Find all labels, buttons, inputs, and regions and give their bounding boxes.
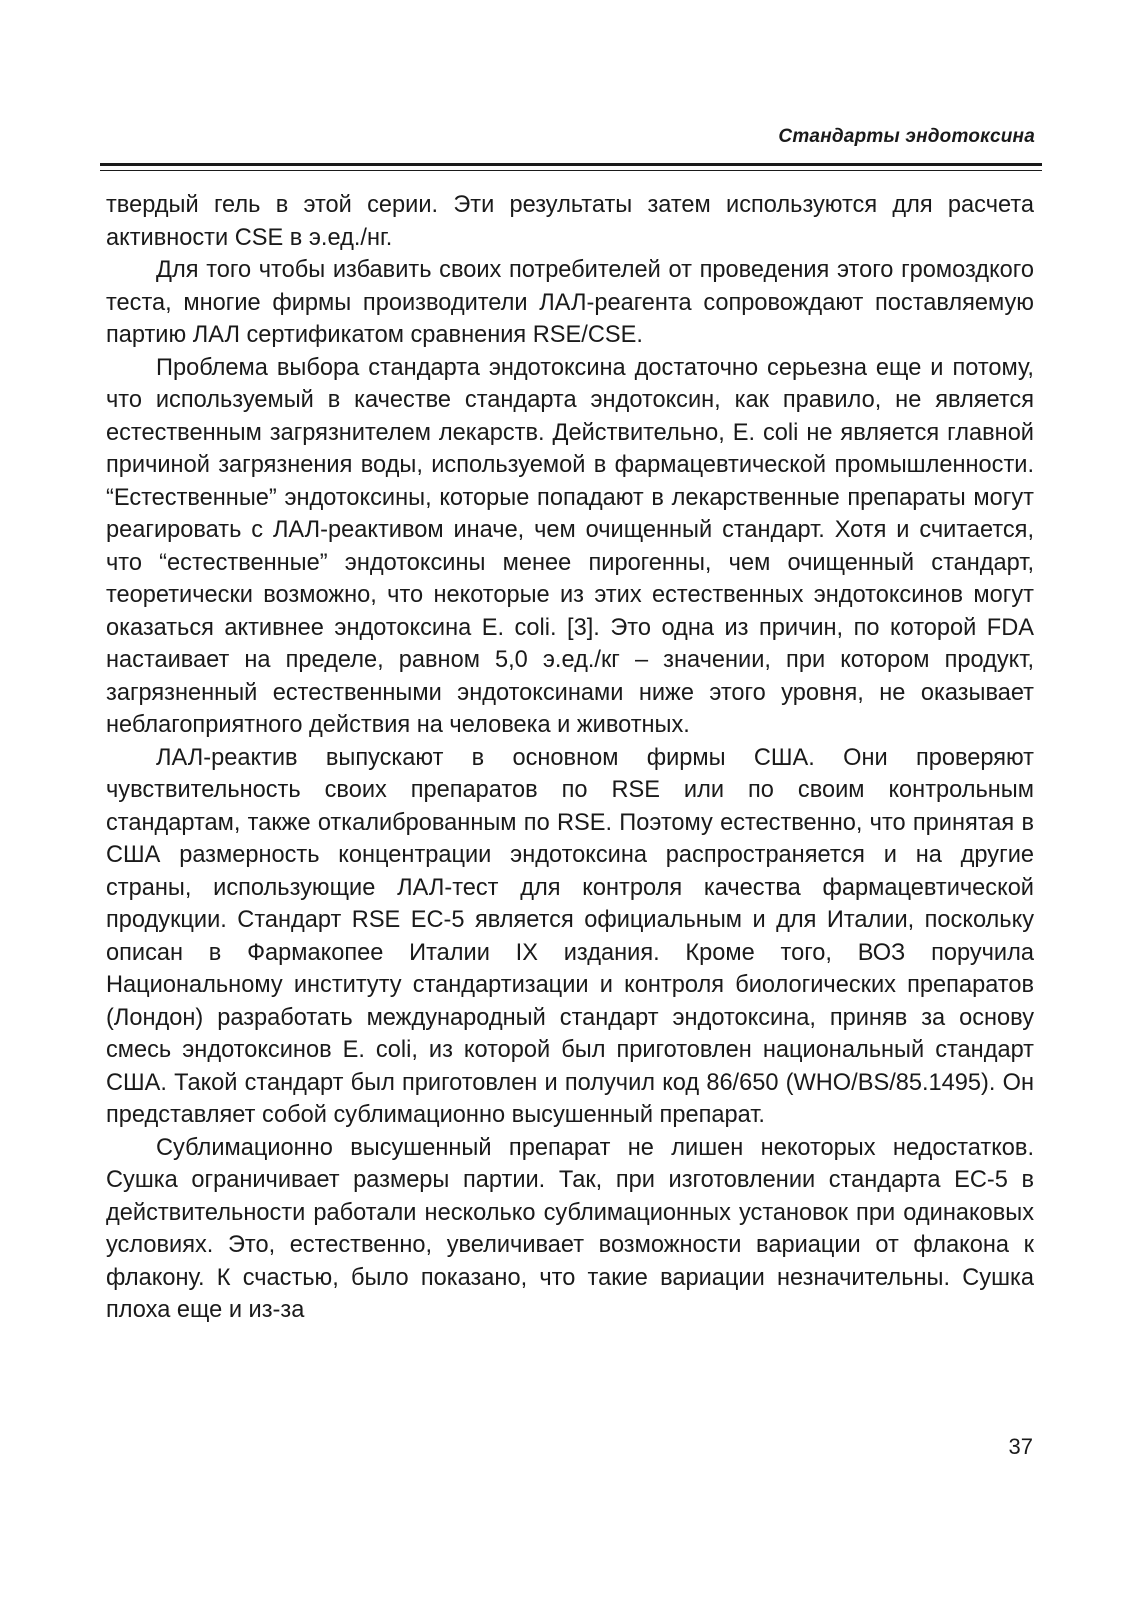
header-rule-thick [100, 163, 1042, 166]
paragraph: Сублимационно высушенный препарат не лишен некоторых недостатков. Сушка ограничивает размеры партии. Так, при изготовлении стандарта EC-5 в действительности работали несколько сублимационных установок при одинаковых условиях. Это, естественно, увеличивает возможности вариации от флакона к флакону. К счастью, было показано, что такие вариации незначительны. Сушка плоха еще и из-за [106, 1134, 1034, 1323]
paragraph: Проблема выбора стандарта эндотоксина достаточно серьезна еще и потому, что используемый в качестве стандарта эндотоксин, как правило, не является естественным загрязнителем лекарств. Действительно, E. coli не является главной причиной загрязнения воды, используемой в фармацевтической промышленности. “Естественные” эндотоксины, которые попадают в лекарственные препараты могут реагировать с ЛАЛ-реактивом иначе, чем очищенный стандарт. Хотя и считается, что “естественные” эндотоксины менее пирогенны, чем очищенный стандарт, теоретически возможно, что некоторые из этих естественных эндотоксинов могут оказаться активнее эндотоксина E. coli. [3]. Это одна из причин, по которой FDA настаивает на пределе, равном 5,0 э.ед./кг – значении, при котором продукт, загрязненный естественными эндотоксинами ниже этого уровня, не оказывает неблагоприятного действия на человека и животных. [106, 354, 1034, 738]
body-text [106, 189, 1034, 1327]
paragraph-continuation: твердый гель в этой серии. Эти результаты затем используются для расчета активности CSE в э.ед./нг. [106, 192, 1034, 251]
header-rule-thin [100, 170, 1042, 171]
paragraph: Для того чтобы избавить своих потребителей от проведения этого громоздкого теста, многие фирмы производители ЛАЛ-реагента сопровождают поставляемую партию ЛАЛ сертификатом сравнения RSE/CSE. [106, 257, 1034, 348]
running-head-title: Стандарты эндотоксина [778, 126, 1035, 147]
paragraph: ЛАЛ-реактив выпускают в основном фирмы США. Они проверяют чувствительность своих препаратов по RSE или по своим контрольным стандартам, также откалиброванным по RSE. Поэтому естественно, что принятая в США размерность концентрации эндотоксина распространяется и на другие страны, использующие ЛАЛ-тест для контроля качества фармацевтической продукции. Стандарт RSE EC-5 является официальным и для Италии, поскольку описан в Фармакопее Италии IX издания. Кроме того, ВОЗ поручила Национальному институту стандартизации и контроля биологических препаратов (Лондон) разработать международный стандарт эндотоксина, приняв за основу смесь эндотоксинов E. coli, из которой был приготовлен национальный стандарт США. Такой стандарт был приготовлен и получил код 86/650 (WHO/BS/85.1495). Он представляет собой сублимационно высушенный препарат. [106, 744, 1034, 1128]
page-number: 37 [1008, 1434, 1033, 1459]
